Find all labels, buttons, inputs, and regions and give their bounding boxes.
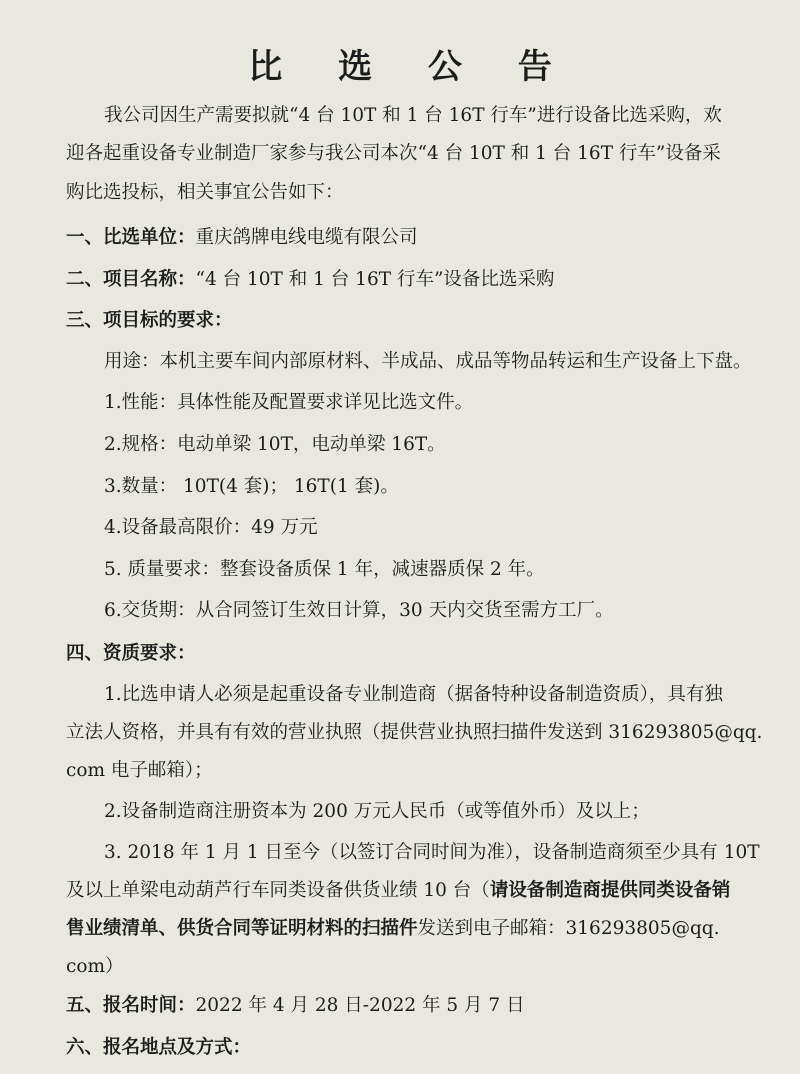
requirement-1-line-2: 立法人资格，并具有有效的营业执照（提供营业执照扫描件发送到 316293805@qq. — [66, 722, 763, 743]
intro-line-3: 购比选投标，相关事宜公告如下： — [66, 182, 344, 203]
section-3-item: 6.交货期：从合同签订生效日计算，30 天内交货至需方工厂。 — [104, 600, 614, 621]
requirement-2: 2.设备制造商注册资本为 200 万元人民币（或等值外币）及以上； — [104, 801, 650, 822]
requirement-1-line-3: com 电子邮箱）； — [66, 760, 213, 781]
intro-line-2: 迎各起重设备专业制造厂家参与我公司本次“4 台 10T 和 1 台 16T 行车”设备采 — [66, 143, 721, 164]
requirement-1-line-1: 1.比选申请人必须是起重设备专业制造商（据备特种设备制造资质），具有独 — [104, 684, 723, 705]
section-3-item: 4.设备最高限价：49 万元 — [104, 517, 318, 538]
requirement-3-line-2 — [66, 878, 730, 904]
section-1-text: 重庆鸽牌电线电缆有限公司 — [195, 227, 418, 248]
page-title: 比 选 公 告 — [248, 47, 574, 87]
section-5 — [66, 993, 525, 1019]
section-3-item: 2.规格：电动单梁 10T，电动单梁 16T。 — [104, 434, 446, 455]
section-3-heading: 三、项目标的要求： — [66, 310, 233, 331]
section-5-text: 2022 年 4 月 28 日-2022 年 5 月 7 日 — [195, 995, 525, 1016]
requirement-3-text: 及以上单梁电动葫芦行车同类设备供货业绩 10 台（ — [66, 880, 490, 901]
section-3-item: 用途：本机主要车间内部原材料、半成品、成品等物品转运和生产设备上下盘。 — [104, 351, 752, 372]
section-4-heading: 四、资质要求： — [66, 643, 196, 664]
requirement-3-text: 发送到电子邮箱：316293805@qq. — [417, 918, 720, 939]
section-1 — [66, 225, 418, 251]
requirement-3-line-1: 3. 2018 年 1 月 1 日至今（以签订合同时间为准），设备制造商须至少具有 10T — [104, 842, 760, 863]
section-3-item: 1.性能：具体性能及配置要求详见比选文件。 — [104, 392, 474, 413]
requirement-3-emphasis: 售业绩清单、供货合同等证明材料的扫描件 — [66, 918, 418, 939]
section-1-heading: 一、比选单位： — [66, 227, 196, 248]
section-5-heading: 五、报名时间： — [66, 995, 196, 1016]
intro-line-1: 我公司因生产需要拟就“4 台 10T 和 1 台 16T 行车”进行设备比选采购，欢 — [104, 105, 722, 126]
section-6-heading: 六、报名地点及方式： — [66, 1037, 252, 1058]
requirement-3-emphasis: 请设备制造商提供同类设备销 — [489, 880, 731, 901]
requirement-3-line-4: com） — [66, 956, 124, 977]
section-3-item: 3.数量： 10T(4 套)； 16T(1 套)。 — [104, 476, 399, 497]
section-2 — [66, 267, 554, 293]
section-2-text: “4 台 10T 和 1 台 16T 行车”设备比选采购 — [195, 269, 555, 290]
section-3-item: 5. 质量要求：整套设备质保 1 年，减速器质保 2 年。 — [104, 559, 545, 580]
requirement-3-line-3 — [66, 916, 720, 942]
section-2-heading: 二、项目名称： — [66, 269, 196, 290]
